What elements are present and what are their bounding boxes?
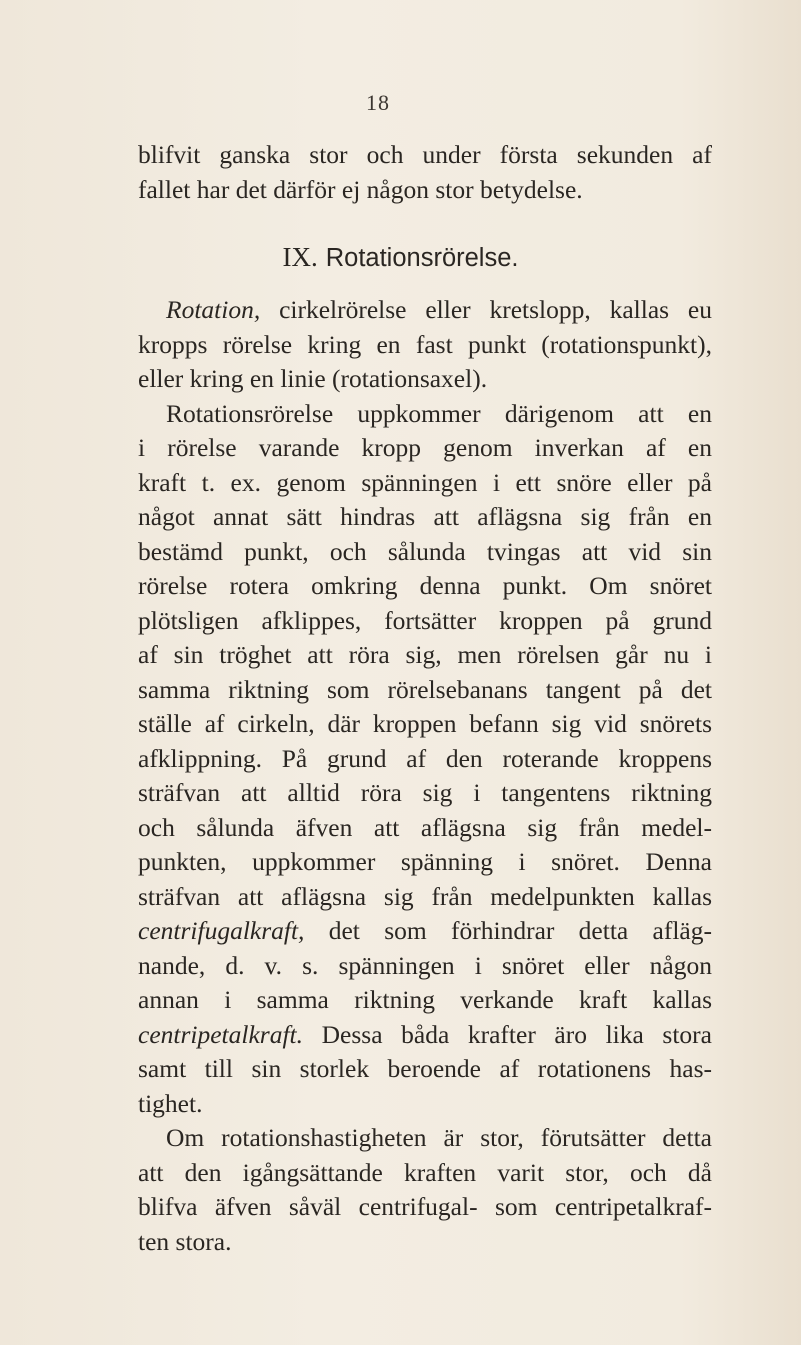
section-title: Rotationsrörelse.: [325, 244, 519, 272]
text-line: fallet har det därför ej någon stor betydelse.: [138, 174, 583, 204]
text-line: annan i samma riktning verkande kraft kallas: [138, 985, 712, 1014]
section-number: IX.: [282, 242, 318, 272]
text-line: i rörelse varande kropp genom inverkan af en: [138, 433, 712, 462]
text-span: det som förhindrar detta afläg-: [304, 916, 712, 945]
text-line: punkten, uppkommer spänning i snöret. Denna: [138, 847, 712, 876]
text-line: nande, d. v. s. spänningen i snöret eller någon: [138, 950, 712, 980]
text-line: sträfvan att alltid röra sig i tangentens riktning: [138, 778, 712, 807]
page-number: 18: [366, 90, 390, 115]
term-centrifugal: centrifugalkraft,: [138, 916, 305, 945]
text-line: sträfvan att aflägsna sig från medelpunkten kallas: [138, 881, 712, 911]
term-centripetal: centripetalkraft.: [138, 1019, 304, 1049]
text-line: kropps rörelse kring en fast punkt (rotationspunkt),: [138, 329, 712, 359]
text-line: kraft t. ex. genom spänningen i ett snöre eller på: [138, 467, 712, 497]
text-line: [138, 914, 712, 949]
text-line: rörelse rotera omkring denna punkt. Om snöret: [138, 571, 712, 600]
section-heading: [0, 240, 801, 275]
text-line: att den igångsättande kraften varit stor, och då: [138, 1157, 712, 1187]
text-line: Rotationsrörelse uppkommer därigenom att en: [166, 398, 712, 428]
text-line: bestämd punkt, och sålunda tvingas att vid sin: [138, 536, 712, 566]
text-line: Om rotationshastigheten är stor, förutsätter detta: [166, 1123, 712, 1152]
text-line: plötsligen afklippes, fortsätter kroppen på grund: [138, 605, 712, 635]
text-line: ställe af cirkeln, där kroppen befann sig vid snörets: [138, 709, 712, 738]
text-span: cirkelrörelse eller kretslopp, kallas eu: [260, 295, 712, 324]
text-span: Dessa båda krafter äro lika stora: [303, 1019, 712, 1049]
text-line: samma riktning som rörelsebanans tangent på det: [138, 674, 712, 704]
text-line: af sin tröghet att röra sig, men rörelsen går nu i: [138, 640, 712, 669]
intro-paragraph: [138, 138, 712, 207]
text-line: afklippning. På grund af den roterande kroppens: [138, 743, 712, 773]
text-line: samt till sin storlek beroende af rotationens has-: [138, 1054, 712, 1083]
text-line: ten stora.: [138, 1226, 232, 1256]
body-text: [138, 293, 712, 1259]
text-line: blifvit ganska stor och under första sekunden af: [138, 140, 712, 169]
text-line: [138, 1018, 712, 1053]
text-line: [138, 293, 712, 328]
text-line: eller kring en linie (rotationsaxel).: [138, 364, 488, 393]
text-line: något annat sätt hindras att aflägsna sig från en: [138, 502, 712, 531]
text-line: tighet.: [138, 1088, 203, 1118]
text-line: blifva äfven såväl centrifugal- som centripetalkraf-: [138, 1192, 712, 1221]
text-line: och sålunda äfven att aflägsna sig från medel-: [138, 812, 712, 842]
term-rotation: Rotation,: [166, 295, 261, 324]
